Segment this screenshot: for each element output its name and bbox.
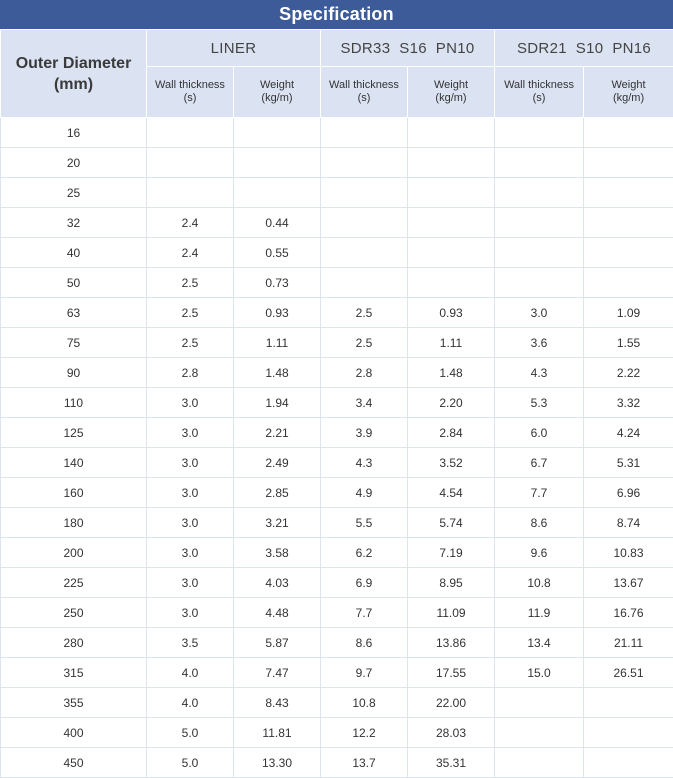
table-row — [1, 688, 673, 718]
outer-diameter-cell: 225 — [1, 568, 147, 598]
sdr33-wall-thickness-cell: 5.5 — [321, 508, 408, 538]
sdr33-wall-thickness-cell — [321, 178, 408, 208]
liner-weight-cell: 2.85 — [234, 478, 321, 508]
sdr21-wall-thickness-cell: 3.6 — [495, 328, 584, 358]
liner-weight-cell: 0.44 — [234, 208, 321, 238]
outer-diameter-cell: 250 — [1, 598, 147, 628]
sdr21-wall-thickness-cell — [495, 688, 584, 718]
table-row — [1, 628, 673, 658]
sdr33-weight-cell: 11.09 — [408, 598, 495, 628]
sdr21-wall-thickness-cell: 10.8 — [495, 568, 584, 598]
liner-wall-thickness-cell: 2.5 — [147, 298, 234, 328]
liner-weight-cell: 1.48 — [234, 358, 321, 388]
sdr21-weight-cell: 26.51 — [584, 658, 673, 688]
table-row — [1, 568, 673, 598]
page-title: Specification — [0, 0, 673, 29]
sdr21-wall-thickness-cell — [495, 148, 584, 178]
sdr33-wall-thickness-cell: 13.7 — [321, 748, 408, 778]
liner-weight-cell — [234, 118, 321, 148]
sdr33-wall-thickness-cell: 6.2 — [321, 538, 408, 568]
sdr21-wall-thickness-cell: 7.7 — [495, 478, 584, 508]
sdr33-weight-cell — [408, 178, 495, 208]
liner-weight-cell: 0.93 — [234, 298, 321, 328]
table-row — [1, 268, 673, 298]
sdr33-wall-thickness-cell — [321, 238, 408, 268]
liner-wall-thickness-cell: 5.0 — [147, 748, 234, 778]
weight-header: Weight (kg/m) — [408, 67, 495, 118]
liner-wall-thickness-cell: 3.0 — [147, 478, 234, 508]
liner-weight-cell: 1.11 — [234, 328, 321, 358]
sdr33-weight-cell: 28.03 — [408, 718, 495, 748]
outer-diameter-cell: 125 — [1, 418, 147, 448]
sdr21-weight-cell: 2.22 — [584, 358, 673, 388]
outer-diameter-cell: 110 — [1, 388, 147, 418]
liner-wall-thickness-cell: 3.5 — [147, 628, 234, 658]
wall-thickness-header: Wall thickness (s) — [321, 67, 408, 118]
table-row — [1, 748, 673, 778]
sdr33-weight-cell: 1.48 — [408, 358, 495, 388]
liner-weight-cell: 2.49 — [234, 448, 321, 478]
liner-weight-cell: 3.58 — [234, 538, 321, 568]
sdr33-wall-thickness-cell — [321, 268, 408, 298]
sdr33-weight-cell: 17.55 — [408, 658, 495, 688]
liner-weight-cell: 2.21 — [234, 418, 321, 448]
sdr21-wall-thickness-cell: 4.3 — [495, 358, 584, 388]
sdr21-wall-thickness-cell: 9.6 — [495, 538, 584, 568]
table-row — [1, 718, 673, 748]
sdr21-weight-cell: 4.24 — [584, 418, 673, 448]
sdr33-wall-thickness-cell: 4.3 — [321, 448, 408, 478]
sdr33-weight-cell: 8.95 — [408, 568, 495, 598]
table-row — [1, 598, 673, 628]
sdr21-weight-cell: 10.83 — [584, 538, 673, 568]
sdr21-wall-thickness-cell — [495, 178, 584, 208]
sdr33-weight-cell — [408, 208, 495, 238]
liner-wall-thickness-cell: 2.4 — [147, 238, 234, 268]
sdr21-wall-thickness-cell — [495, 238, 584, 268]
sdr33-weight-cell: 35.31 — [408, 748, 495, 778]
outer-diameter-cell: 200 — [1, 538, 147, 568]
outer-diameter-cell: 20 — [1, 148, 147, 178]
sdr33-wall-thickness-cell: 8.6 — [321, 628, 408, 658]
sdr33-weight-cell: 2.84 — [408, 418, 495, 448]
liner-wall-thickness-cell: 2.8 — [147, 358, 234, 388]
sdr21-weight-cell — [584, 118, 673, 148]
table-row — [1, 298, 673, 328]
sdr33-wall-thickness-cell — [321, 208, 408, 238]
sdr21-wall-thickness-cell: 3.0 — [495, 298, 584, 328]
liner-wall-thickness-cell — [147, 148, 234, 178]
sdr21-weight-cell: 1.09 — [584, 298, 673, 328]
liner-wall-thickness-cell: 3.0 — [147, 598, 234, 628]
sdr33-weight-cell — [408, 148, 495, 178]
liner-wall-thickness-cell: 3.0 — [147, 538, 234, 568]
liner-wall-thickness-cell: 3.0 — [147, 388, 234, 418]
wall-thickness-header: Wall thickness (s) — [495, 67, 584, 118]
sdr21-weight-cell: 21.11 — [584, 628, 673, 658]
liner-weight-cell — [234, 178, 321, 208]
table-row — [1, 208, 673, 238]
liner-wall-thickness-cell: 3.0 — [147, 418, 234, 448]
table-row — [1, 508, 673, 538]
table-row — [1, 178, 673, 208]
table-row — [1, 328, 673, 358]
sdr21-weight-cell — [584, 148, 673, 178]
outer-diameter-cell: 16 — [1, 118, 147, 148]
outer-diameter-cell: 90 — [1, 358, 147, 388]
liner-wall-thickness-cell: 4.0 — [147, 658, 234, 688]
outer-diameter-cell: 355 — [1, 688, 147, 718]
sdr21-wall-thickness-cell: 5.3 — [495, 388, 584, 418]
liner-weight-cell: 3.21 — [234, 508, 321, 538]
liner-weight-cell: 8.43 — [234, 688, 321, 718]
sdr21-weight-cell: 5.31 — [584, 448, 673, 478]
sdr33-wall-thickness-cell: 6.9 — [321, 568, 408, 598]
sdr33-weight-cell: 3.52 — [408, 448, 495, 478]
outer-diameter-cell: 32 — [1, 208, 147, 238]
table-row — [1, 418, 673, 448]
sdr21-weight-cell — [584, 748, 673, 778]
sdr21-wall-thickness-cell: 8.6 — [495, 508, 584, 538]
table-row — [1, 658, 673, 688]
liner-weight-cell: 4.03 — [234, 568, 321, 598]
sdr33-wall-thickness-cell: 9.7 — [321, 658, 408, 688]
sdr21-wall-thickness-cell: 6.7 — [495, 448, 584, 478]
outer-diameter-cell: 315 — [1, 658, 147, 688]
liner-weight-cell: 13.30 — [234, 748, 321, 778]
sdr21-weight-cell — [584, 208, 673, 238]
liner-wall-thickness-cell: 3.0 — [147, 448, 234, 478]
group-header-liner: LINER — [147, 30, 321, 67]
liner-weight-cell — [234, 148, 321, 178]
weight-header: Weight (kg/m) — [234, 67, 321, 118]
outer-diameter-cell: 160 — [1, 478, 147, 508]
table-row — [1, 538, 673, 568]
sdr21-weight-cell: 6.96 — [584, 478, 673, 508]
sdr21-wall-thickness-cell: 13.4 — [495, 628, 584, 658]
outer-diameter-cell: 140 — [1, 448, 147, 478]
sdr33-wall-thickness-cell: 4.9 — [321, 478, 408, 508]
sdr21-wall-thickness-cell: 6.0 — [495, 418, 584, 448]
outer-diameter-cell: 180 — [1, 508, 147, 538]
sdr21-wall-thickness-cell — [495, 718, 584, 748]
sdr33-wall-thickness-cell: 7.7 — [321, 598, 408, 628]
outer-diameter-cell: 450 — [1, 748, 147, 778]
liner-weight-cell: 7.47 — [234, 658, 321, 688]
sdr33-wall-thickness-cell: 12.2 — [321, 718, 408, 748]
sdr21-wall-thickness-cell — [495, 748, 584, 778]
sdr33-weight-cell — [408, 268, 495, 298]
weight-header: Weight (kg/m) — [584, 67, 673, 118]
table-row — [1, 238, 673, 268]
liner-weight-cell: 0.73 — [234, 268, 321, 298]
sdr33-weight-cell: 5.74 — [408, 508, 495, 538]
table-row — [1, 148, 673, 178]
sdr33-weight-cell: 0.93 — [408, 298, 495, 328]
liner-wall-thickness-cell — [147, 178, 234, 208]
liner-wall-thickness-cell: 2.4 — [147, 208, 234, 238]
liner-wall-thickness-cell: 5.0 — [147, 718, 234, 748]
sdr33-wall-thickness-cell — [321, 148, 408, 178]
sdr21-weight-cell — [584, 688, 673, 718]
liner-weight-cell: 4.48 — [234, 598, 321, 628]
table-row — [1, 358, 673, 388]
sdr21-weight-cell — [584, 718, 673, 748]
outer-diameter-cell: 75 — [1, 328, 147, 358]
sdr33-wall-thickness-cell: 2.5 — [321, 298, 408, 328]
sdr21-wall-thickness-cell — [495, 268, 584, 298]
table-body — [1, 118, 673, 778]
liner-weight-cell: 11.81 — [234, 718, 321, 748]
sdr33-weight-cell: 1.11 — [408, 328, 495, 358]
sdr33-weight-cell — [408, 118, 495, 148]
liner-wall-thickness-cell: 2.5 — [147, 328, 234, 358]
outer-diameter-header: Outer Diameter (mm) — [1, 30, 147, 118]
outer-diameter-cell: 25 — [1, 178, 147, 208]
table-row — [1, 388, 673, 418]
liner-weight-cell: 1.94 — [234, 388, 321, 418]
sdr21-weight-cell: 1.55 — [584, 328, 673, 358]
sdr33-weight-cell: 22.00 — [408, 688, 495, 718]
sdr33-weight-cell: 7.19 — [408, 538, 495, 568]
sdr21-weight-cell: 13.67 — [584, 568, 673, 598]
table-row — [1, 448, 673, 478]
sdr21-weight-cell: 3.32 — [584, 388, 673, 418]
sdr21-wall-thickness-cell — [495, 118, 584, 148]
liner-wall-thickness-cell: 2.5 — [147, 268, 234, 298]
sdr21-weight-cell — [584, 238, 673, 268]
sdr33-weight-cell: 13.86 — [408, 628, 495, 658]
group-header-sdr21: SDR21 S10 PN16 — [495, 30, 673, 67]
sdr33-wall-thickness-cell: 3.9 — [321, 418, 408, 448]
outer-diameter-cell: 63 — [1, 298, 147, 328]
table-row — [1, 118, 673, 148]
outer-diameter-cell: 40 — [1, 238, 147, 268]
sdr33-weight-cell — [408, 238, 495, 268]
sdr33-wall-thickness-cell: 10.8 — [321, 688, 408, 718]
liner-wall-thickness-cell: 3.0 — [147, 568, 234, 598]
sdr33-wall-thickness-cell: 2.5 — [321, 328, 408, 358]
sdr21-wall-thickness-cell: 11.9 — [495, 598, 584, 628]
outer-diameter-cell: 280 — [1, 628, 147, 658]
sdr21-weight-cell — [584, 268, 673, 298]
wall-thickness-header: Wall thickness (s) — [147, 67, 234, 118]
sdr33-weight-cell: 4.54 — [408, 478, 495, 508]
sdr21-weight-cell — [584, 178, 673, 208]
sdr21-weight-cell: 8.74 — [584, 508, 673, 538]
group-header-sdr33: SDR33 S16 PN10 — [321, 30, 495, 67]
liner-weight-cell: 5.87 — [234, 628, 321, 658]
liner-wall-thickness-cell: 3.0 — [147, 508, 234, 538]
sdr21-wall-thickness-cell: 15.0 — [495, 658, 584, 688]
liner-weight-cell: 0.55 — [234, 238, 321, 268]
outer-diameter-cell: 400 — [1, 718, 147, 748]
sdr21-weight-cell: 16.76 — [584, 598, 673, 628]
liner-wall-thickness-cell — [147, 118, 234, 148]
sdr33-wall-thickness-cell: 3.4 — [321, 388, 408, 418]
table-row — [1, 478, 673, 508]
specification-table — [0, 29, 673, 778]
liner-wall-thickness-cell: 4.0 — [147, 688, 234, 718]
sdr33-wall-thickness-cell: 2.8 — [321, 358, 408, 388]
sdr21-wall-thickness-cell — [495, 208, 584, 238]
sdr33-wall-thickness-cell — [321, 118, 408, 148]
sdr33-weight-cell: 2.20 — [408, 388, 495, 418]
outer-diameter-cell: 50 — [1, 268, 147, 298]
